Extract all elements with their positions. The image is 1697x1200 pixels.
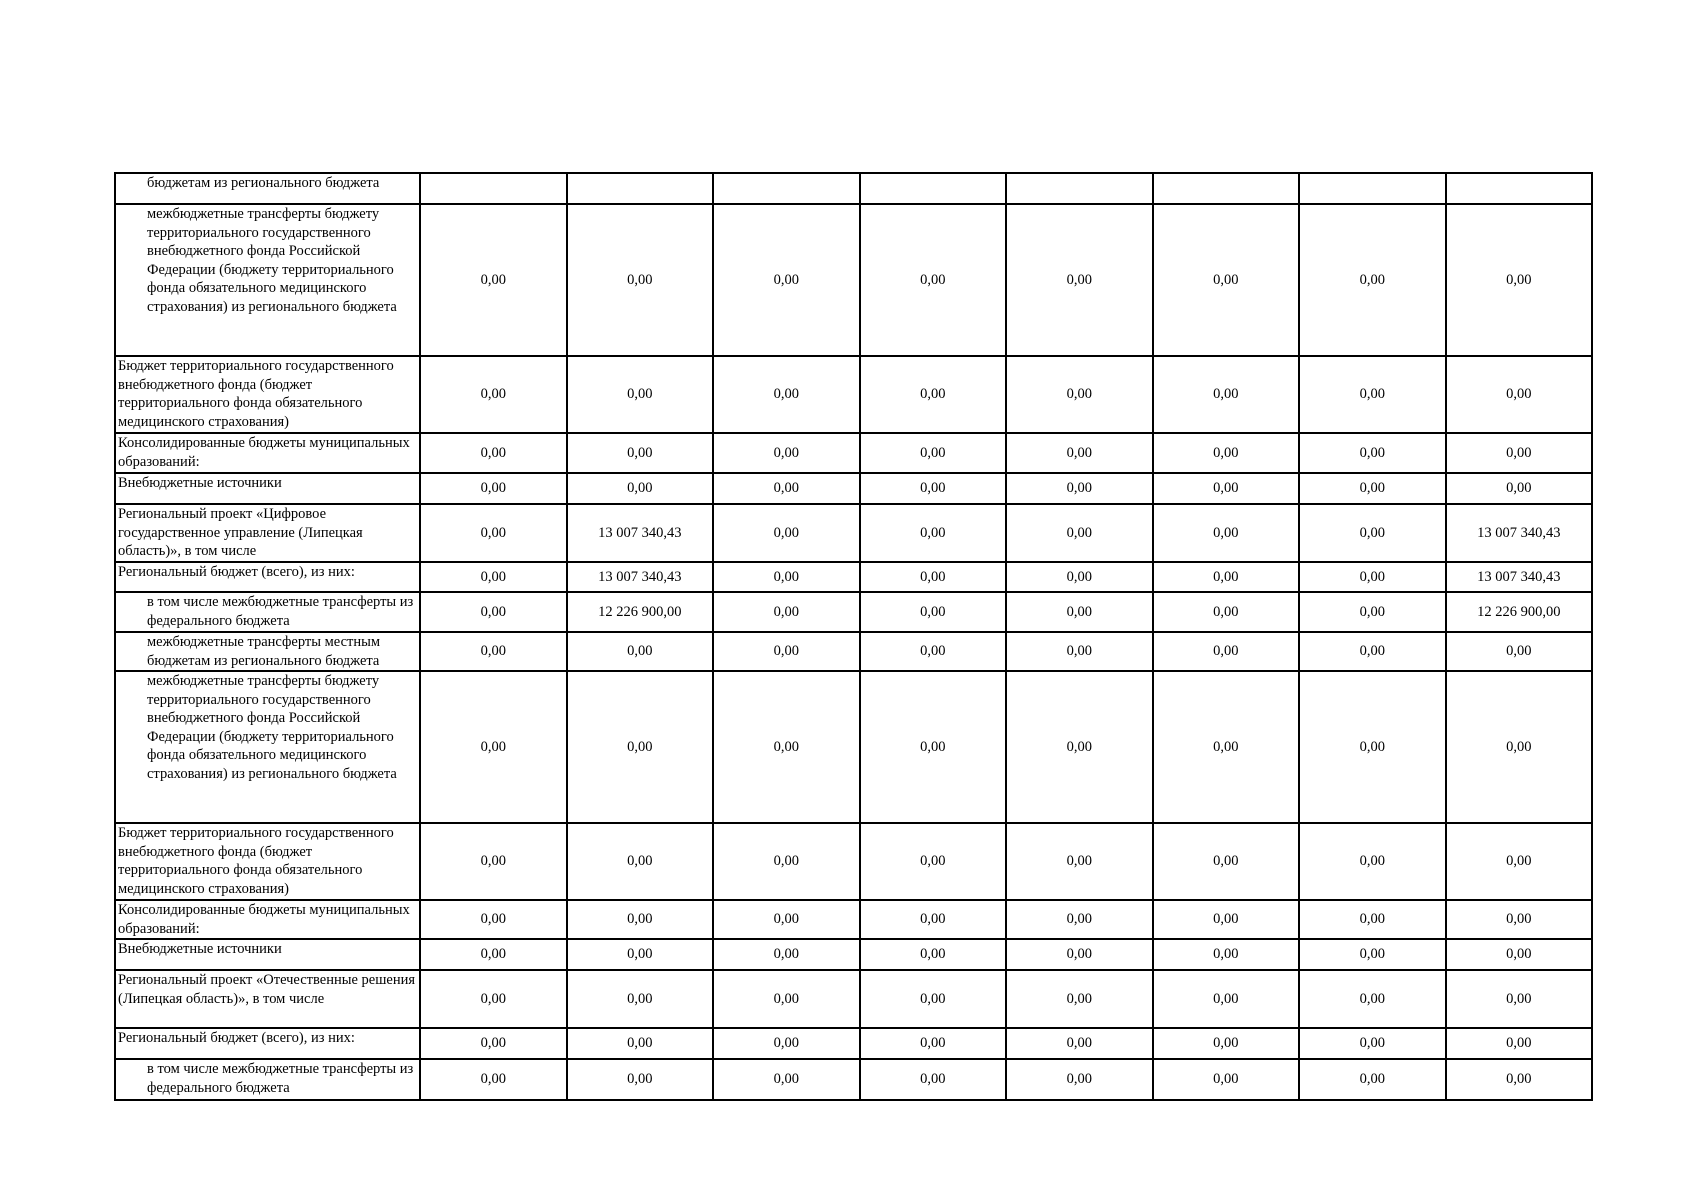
value-cell: 0,00 [713, 632, 860, 671]
value-cell: 0,00 [1299, 473, 1446, 504]
value-cell: 0,00 [1299, 970, 1446, 1028]
row-label: Региональный бюджет (всего), из них: [115, 1028, 420, 1059]
value-cell: 0,00 [713, 939, 860, 970]
table-row [115, 632, 1592, 671]
value-cell: 0,00 [1006, 939, 1153, 970]
value-cell: 0,00 [1153, 504, 1300, 562]
value-cell: 0,00 [713, 504, 860, 562]
value-cell: 0,00 [1006, 473, 1153, 504]
value-cell: 0,00 [860, 562, 1007, 592]
value-cell: 0,00 [420, 970, 567, 1028]
value-cell: 0,00 [860, 356, 1007, 433]
row-label: в том числе межбюджетные трансферты из федерального бюджета [115, 592, 420, 632]
table-row [115, 356, 1592, 433]
value-cell [1153, 173, 1300, 204]
value-cell: 0,00 [567, 939, 714, 970]
value-cell: 0,00 [860, 632, 1007, 671]
value-cell: 0,00 [1153, 970, 1300, 1028]
value-cell: 0,00 [1446, 1059, 1593, 1100]
table-row [115, 433, 1592, 473]
value-cell: 0,00 [1446, 970, 1593, 1028]
value-cell: 0,00 [1446, 1028, 1593, 1059]
value-cell: 0,00 [1299, 204, 1446, 356]
value-cell: 0,00 [1299, 433, 1446, 473]
value-cell: 0,00 [1153, 562, 1300, 592]
table-row [115, 1028, 1592, 1059]
value-cell: 0,00 [1446, 204, 1593, 356]
value-cell: 0,00 [1299, 632, 1446, 671]
value-cell [420, 173, 567, 204]
value-cell: 0,00 [1006, 433, 1153, 473]
value-cell: 0,00 [1006, 504, 1153, 562]
value-cell: 0,00 [1299, 562, 1446, 592]
value-cell: 0,00 [420, 473, 567, 504]
row-label: Внебюджетные источники [115, 473, 420, 504]
value-cell: 0,00 [860, 592, 1007, 632]
value-cell [860, 173, 1007, 204]
value-cell: 0,00 [1299, 356, 1446, 433]
value-cell: 0,00 [420, 356, 567, 433]
row-label: межбюджетные трансферты бюджету территориального государственного внебюджетного фонда Российской Федерации (бюджету территориального фонда обязательного медицинского страхования) из регионального бюджета [115, 671, 420, 823]
value-cell: 0,00 [713, 1028, 860, 1059]
value-cell: 0,00 [713, 823, 860, 900]
table-row [115, 173, 1592, 204]
value-cell [713, 173, 860, 204]
value-cell: 0,00 [420, 204, 567, 356]
value-cell: 0,00 [713, 970, 860, 1028]
value-cell: 0,00 [713, 1059, 860, 1100]
budget-table [114, 172, 1593, 1101]
row-label: Региональный проект «Отечественные решения (Липецкая область)», в том числе [115, 970, 420, 1028]
value-cell: 0,00 [420, 632, 567, 671]
value-cell: 0,00 [1006, 823, 1153, 900]
budget-table-body [115, 173, 1592, 1100]
value-cell: 0,00 [420, 939, 567, 970]
row-label: Региональный проект «Цифровое государственное управление (Липецкая область)», в том числе [115, 504, 420, 562]
value-cell: 0,00 [713, 204, 860, 356]
value-cell: 0,00 [860, 1059, 1007, 1100]
value-cell: 0,00 [1153, 473, 1300, 504]
value-cell: 0,00 [1446, 823, 1593, 900]
value-cell: 0,00 [860, 204, 1007, 356]
value-cell: 0,00 [1153, 900, 1300, 939]
row-label: Консолидированные бюджеты муниципальных образований: [115, 433, 420, 473]
value-cell: 0,00 [567, 433, 714, 473]
value-cell: 0,00 [860, 939, 1007, 970]
value-cell: 0,00 [1153, 939, 1300, 970]
row-label: в том числе межбюджетные трансферты из федерального бюджета [115, 1059, 420, 1100]
table-row [115, 671, 1592, 823]
value-cell: 0,00 [420, 1059, 567, 1100]
table-row [115, 473, 1592, 504]
value-cell: 0,00 [1153, 1059, 1300, 1100]
value-cell: 0,00 [1299, 900, 1446, 939]
value-cell: 12 226 900,00 [567, 592, 714, 632]
value-cell: 0,00 [1153, 1028, 1300, 1059]
value-cell: 0,00 [567, 970, 714, 1028]
value-cell: 0,00 [567, 204, 714, 356]
table-row [115, 562, 1592, 592]
value-cell: 0,00 [1153, 823, 1300, 900]
table-row [115, 504, 1592, 562]
value-cell: 13 007 340,43 [567, 504, 714, 562]
value-cell: 0,00 [420, 1028, 567, 1059]
value-cell: 0,00 [420, 592, 567, 632]
value-cell: 0,00 [860, 433, 1007, 473]
value-cell: 0,00 [1153, 356, 1300, 433]
value-cell: 0,00 [1006, 632, 1153, 671]
value-cell: 0,00 [713, 473, 860, 504]
row-label: Бюджет территориального государственного внебюджетного фонда (бюджет территориального фонда обязательного медицинского страхования) [115, 823, 420, 900]
value-cell: 0,00 [567, 900, 714, 939]
value-cell: 0,00 [1153, 632, 1300, 671]
value-cell: 0,00 [713, 433, 860, 473]
value-cell: 0,00 [1006, 204, 1153, 356]
value-cell: 0,00 [1153, 671, 1300, 823]
value-cell: 0,00 [713, 562, 860, 592]
row-label: Бюджет территориального государственного внебюджетного фонда (бюджет территориального фонда обязательного медицинского страхования) [115, 356, 420, 433]
table-row [115, 900, 1592, 939]
value-cell: 0,00 [567, 632, 714, 671]
value-cell: 0,00 [567, 823, 714, 900]
value-cell: 0,00 [1446, 939, 1593, 970]
value-cell: 0,00 [1299, 1028, 1446, 1059]
value-cell: 0,00 [1299, 823, 1446, 900]
value-cell [1446, 173, 1593, 204]
value-cell: 0,00 [1446, 356, 1593, 433]
value-cell: 13 007 340,43 [1446, 504, 1593, 562]
table-row [115, 823, 1592, 900]
value-cell [567, 173, 714, 204]
value-cell: 0,00 [860, 970, 1007, 1028]
value-cell: 0,00 [1153, 204, 1300, 356]
value-cell: 0,00 [1006, 1059, 1153, 1100]
table-row [115, 592, 1592, 632]
value-cell: 0,00 [1299, 504, 1446, 562]
value-cell: 0,00 [1006, 900, 1153, 939]
value-cell: 0,00 [1446, 632, 1593, 671]
value-cell: 0,00 [860, 504, 1007, 562]
value-cell: 0,00 [1006, 970, 1153, 1028]
row-label: межбюджетные трансферты бюджету территориального государственного внебюджетного фонда Российской Федерации (бюджету территориального фонда обязательного медицинского страхования) из регионального бюджета [115, 204, 420, 356]
value-cell: 0,00 [713, 356, 860, 433]
value-cell: 0,00 [860, 671, 1007, 823]
value-cell: 0,00 [1299, 1059, 1446, 1100]
table-row [115, 204, 1592, 356]
value-cell: 0,00 [567, 1059, 714, 1100]
value-cell: 0,00 [567, 356, 714, 433]
row-label: Внебюджетные источники [115, 939, 420, 970]
value-cell: 0,00 [1299, 939, 1446, 970]
row-label: Консолидированные бюджеты муниципальных образований: [115, 900, 420, 939]
value-cell: 0,00 [1006, 592, 1153, 632]
value-cell: 0,00 [1446, 671, 1593, 823]
value-cell: 0,00 [420, 562, 567, 592]
row-label: Региональный бюджет (всего), из них: [115, 562, 420, 592]
value-cell: 0,00 [420, 504, 567, 562]
value-cell: 13 007 340,43 [1446, 562, 1593, 592]
value-cell: 0,00 [713, 671, 860, 823]
value-cell: 0,00 [1006, 671, 1153, 823]
value-cell: 0,00 [420, 433, 567, 473]
value-cell: 0,00 [1006, 562, 1153, 592]
value-cell: 0,00 [860, 473, 1007, 504]
value-cell: 0,00 [420, 671, 567, 823]
value-cell: 0,00 [1006, 356, 1153, 433]
value-cell: 12 226 900,00 [1446, 592, 1593, 632]
value-cell: 0,00 [713, 592, 860, 632]
value-cell: 0,00 [567, 671, 714, 823]
value-cell: 0,00 [1153, 592, 1300, 632]
value-cell: 0,00 [1299, 671, 1446, 823]
value-cell: 0,00 [713, 900, 860, 939]
value-cell: 0,00 [1446, 900, 1593, 939]
table-row [115, 970, 1592, 1028]
value-cell: 0,00 [860, 1028, 1007, 1059]
value-cell: 0,00 [567, 1028, 714, 1059]
value-cell: 0,00 [1153, 433, 1300, 473]
value-cell: 0,00 [567, 473, 714, 504]
value-cell: 0,00 [420, 900, 567, 939]
value-cell [1299, 173, 1446, 204]
row-label: межбюджетные трансферты местным бюджетам из регионального бюджета [115, 632, 420, 671]
value-cell: 0,00 [860, 900, 1007, 939]
value-cell: 0,00 [1446, 433, 1593, 473]
value-cell: 0,00 [1006, 1028, 1153, 1059]
value-cell: 0,00 [420, 823, 567, 900]
row-label: бюджетам из регионального бюджета [115, 173, 420, 204]
value-cell: 0,00 [860, 823, 1007, 900]
value-cell: 0,00 [1446, 473, 1593, 504]
table-row [115, 1059, 1592, 1100]
value-cell: 0,00 [1299, 592, 1446, 632]
value-cell: 13 007 340,43 [567, 562, 714, 592]
value-cell [1006, 173, 1153, 204]
table-row [115, 939, 1592, 970]
